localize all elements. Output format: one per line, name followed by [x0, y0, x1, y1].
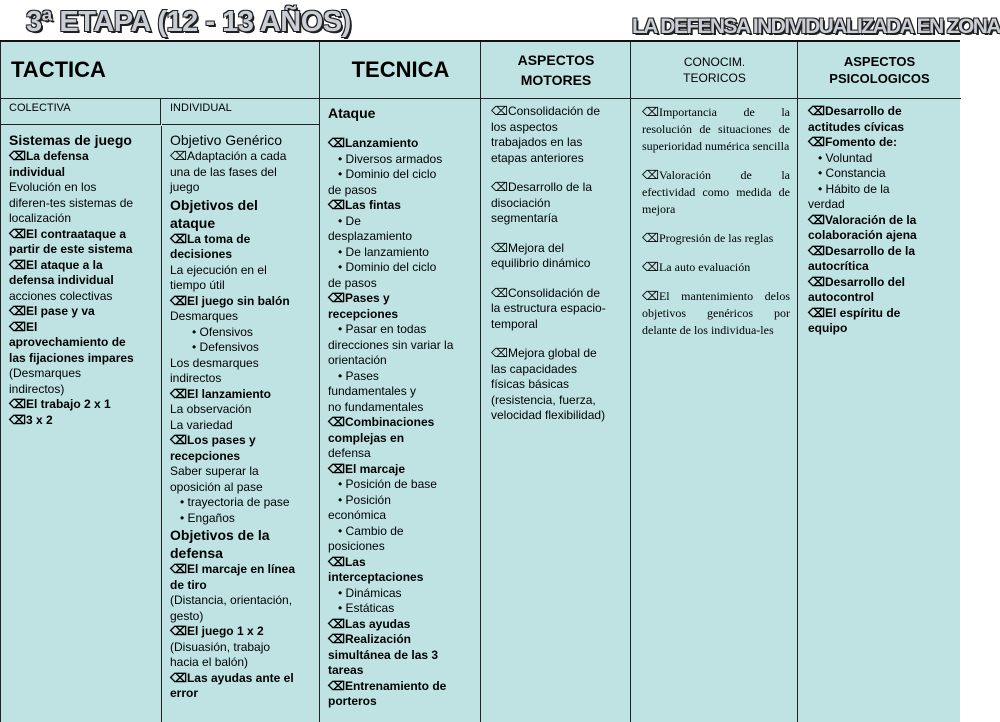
colectiva-line: las fijaciones impares: [9, 350, 134, 365]
individual-line: Los desmarques: [170, 355, 259, 370]
tecnica-line: Ataque: [328, 105, 376, 121]
header-psicologicos: [798, 42, 961, 99]
tecnica-line: direcciones sin variar la: [328, 337, 454, 352]
tecnica-line: • Estáticas: [338, 601, 395, 615]
tecnica-line: posiciones: [328, 539, 385, 553]
individual-line: Objetivo Genérico: [170, 132, 283, 148]
column-tecnica: [319, 42, 481, 722]
colectiva-line: aprovechamiento de: [9, 335, 126, 349]
individual-line: oposición al pase: [170, 479, 263, 494]
colectiva-line: individual: [9, 164, 66, 179]
tecnica-line: • De: [338, 213, 361, 228]
psicologicos-line: ⌫Desarrollo de: [808, 104, 902, 118]
header-motores-line2: MOTORES: [520, 72, 592, 88]
tecnica-line: desplazamiento: [328, 229, 413, 243]
colectiva-line: ⌫La defensa: [9, 149, 89, 163]
header-tecnica-label: TECNICA: [351, 57, 450, 82]
colectiva-line: acciones colectivas: [9, 288, 113, 303]
stage-title: 3ª ETAPA (12 - 13 AÑOS): [26, 6, 351, 38]
column-tactica: [0, 42, 320, 722]
individual-line: defensa: [170, 545, 223, 561]
motores-line: las capacidades: [491, 361, 578, 376]
psicologicos-line: ⌫Desarrollo de la: [808, 243, 916, 258]
individual-line: (Disuasión, trabajo: [170, 639, 271, 654]
individual-line: ⌫El marcaje en línea: [170, 562, 296, 576]
colectiva-line: partir de este sistema: [9, 242, 133, 256]
colectiva-line: Sistemas de juego: [9, 132, 132, 148]
tecnica-line: • Posición: [338, 492, 391, 507]
header-tactica-label: TACTICA: [11, 57, 106, 82]
motores-line: los aspectos: [491, 119, 558, 134]
tecnica-list: [328, 104, 478, 710]
tecnica-line: • Dinámicas: [338, 585, 402, 600]
colectiva-line: Evolución en los: [9, 180, 97, 194]
header-teoricos-line1: CONOCIM.: [683, 55, 746, 69]
tecnica-line: • Cambio de: [338, 523, 404, 538]
individual-line: • trayectoria de pase: [180, 495, 290, 509]
colectiva-list: [9, 131, 159, 428]
tecnica-line: tareas: [328, 663, 364, 677]
motores-line: [491, 166, 627, 180]
tecnica-line: • Diversos armados: [338, 151, 443, 166]
motores-line: la estructura espacio-: [491, 301, 606, 315]
individual-line: juego: [170, 180, 200, 194]
tecnica-line: económica: [328, 508, 387, 522]
motores-line: ⌫Mejora del: [491, 240, 564, 255]
motores-line: ⌫Mejora global de: [491, 346, 597, 360]
teoricos-list: [642, 104, 790, 351]
tecnica-line: • Dominio del ciclo: [338, 260, 437, 274]
tecnica-line: de pasos: [328, 182, 377, 197]
psicologicos-line: ⌫Fomento de:: [808, 135, 897, 149]
teoricos-line: ⌫El mantenimiento delos objetivos genéricos por delante de los individua-les: [642, 289, 790, 337]
motores-line: [491, 272, 627, 286]
psicologicos-line: autocontrol: [808, 290, 874, 304]
motores-line: etapas anteriores: [491, 150, 584, 165]
subheader-individual-label: INDIVIDUAL: [170, 102, 232, 114]
psicologicos-line: equipo: [808, 321, 848, 335]
column-psicologicos: [797, 42, 961, 722]
colectiva-line: ⌫El trabajo 2 x 1: [9, 397, 111, 411]
tecnica-line: • De lanzamiento: [338, 244, 429, 259]
individual-line: ataque: [170, 214, 216, 231]
subheader-colectiva-label: COLECTIVA: [9, 102, 71, 114]
individual-line: tiempo útil: [170, 278, 225, 292]
individual-line: Objetivos de la: [170, 527, 270, 543]
header-teoricos-line2: TEORICOS: [683, 71, 746, 85]
header-tactica: [1, 42, 320, 99]
colectiva-line: ⌫El pase y va: [9, 304, 95, 318]
individual-line: ⌫La toma de: [170, 231, 251, 246]
individual-line: Desmarques: [170, 309, 239, 323]
psicologicos-line: actitudes cívicas: [808, 119, 905, 134]
individual-line: (Distancia, orientación,: [170, 593, 293, 607]
motores-line: (resistencia, fuerza,: [491, 392, 596, 407]
individual-line: La observación: [170, 402, 252, 416]
header-motores: [481, 42, 631, 99]
psicologicos-line: ⌫Desarrollo del: [808, 274, 905, 289]
individual-list: [170, 131, 318, 702]
individual-line: ⌫Los pases y: [170, 433, 256, 447]
individual-line: • Defensivos: [192, 340, 259, 354]
tecnica-line: simultánea de las 3: [328, 647, 439, 662]
colectiva-line: ⌫El contraataque a: [9, 226, 126, 241]
header-psicologicos-line1: ASPECTOS: [843, 54, 916, 69]
tecnica-line: interceptaciones: [328, 570, 424, 584]
header-teoricos: [631, 42, 798, 99]
individual-line: La ejecución en el: [170, 262, 267, 277]
psicologicos-line: autocrítica: [808, 259, 869, 273]
tecnica-line: ⌫Las ayudas: [328, 616, 411, 631]
divider: [161, 126, 162, 722]
colectiva-line: ⌫El ataque a la: [9, 257, 103, 272]
tecnica-line: complejas en: [328, 430, 405, 445]
individual-line: • Ofensivos: [192, 324, 253, 339]
motores-line: equilibrio dinámico: [491, 256, 591, 270]
individual-line: Objetivos del: [170, 196, 258, 213]
tecnica-line: • Pases: [338, 368, 379, 383]
psicologicos-line: • Constancia: [818, 166, 886, 180]
individual-line: ⌫Las ayudas ante el: [170, 670, 294, 685]
tecnica-line: ⌫El marcaje: [328, 461, 406, 476]
individual-line: ⌫El juego 1 x 2: [170, 624, 264, 638]
individual-line: ⌫Adaptación a cada: [170, 149, 287, 163]
motores-list: [491, 104, 627, 424]
colectiva-line: indirectos): [9, 381, 65, 396]
motores-line: físicas básicas: [491, 377, 570, 391]
tecnica-line: ⌫Las: [328, 554, 366, 569]
motores-line: velocidad flexibilidad): [491, 408, 606, 422]
individual-line: Saber superar la: [170, 464, 259, 478]
individual-line: recepciones: [170, 448, 241, 463]
subheader-individual: [162, 99, 320, 125]
psicologicos-list: [808, 104, 958, 337]
tecnica-line: [328, 122, 478, 136]
tecnica-line: • Dominio del ciclo: [338, 167, 437, 181]
individual-line: decisiones: [170, 247, 233, 261]
tecnica-line: ⌫Combinaciones: [328, 415, 435, 429]
individual-line: error: [170, 686, 199, 700]
teoricos-line: ⌫Valoración de la efectividad como medida de mejora: [642, 168, 790, 216]
header-tecnica: [320, 42, 481, 99]
motores-line: segmentaría: [491, 211, 558, 225]
tecnica-line: ⌫Realización: [328, 632, 411, 646]
colectiva-line: diferen-tes sistemas de: [9, 195, 134, 210]
motores-line: [491, 332, 627, 346]
tecnica-line: ⌫Lanzamiento: [328, 136, 419, 150]
psicologicos-line: verdad: [808, 197, 845, 211]
tecnica-line: • Pasar en todas: [338, 322, 427, 336]
colectiva-line: ⌫El: [9, 319, 38, 334]
motores-line: ⌫Consolidación de: [491, 104, 601, 118]
individual-line: indirectos: [170, 371, 222, 385]
teoricos-line: ⌫Progresión de las reglas: [642, 231, 774, 245]
tecnica-line: defensa: [328, 446, 371, 460]
column-teoricos: [630, 42, 798, 722]
motores-line: ⌫Consolidación de: [491, 285, 601, 300]
psicologicos-line: • Voluntad: [818, 150, 873, 165]
individual-line: una de las fases del: [170, 164, 277, 179]
tecnica-line: ⌫Pases y: [328, 291, 390, 305]
individual-line: ⌫El juego sin balón: [170, 293, 290, 308]
tecnica-line: ⌫Entrenamiento de: [328, 678, 447, 693]
colectiva-line: ⌫3 x 2: [9, 412, 53, 427]
tecnica-line: no fundamentales: [328, 399, 424, 414]
psicologicos-line: • Hábito de la: [818, 181, 890, 196]
individual-line: La variedad: [170, 417, 233, 432]
individual-line: hacia el balón): [170, 655, 249, 669]
colectiva-line: localización: [9, 211, 72, 225]
colectiva-line: defensa individual: [9, 273, 114, 287]
individual-line: gesto): [170, 608, 204, 623]
teoricos-line: ⌫La auto evaluación: [642, 260, 751, 274]
psicologicos-line: ⌫Valoración de la: [808, 212, 917, 227]
tecnica-line: ⌫Las fintas: [328, 198, 401, 212]
colectiva-line: (Desmarques: [9, 366, 82, 380]
individual-line: de tiro: [170, 577, 207, 592]
psicologicos-line: ⌫El espíritu de: [808, 305, 901, 320]
motores-line: temporal: [491, 316, 538, 331]
motores-line: ⌫Desarrollo de la: [491, 180, 593, 194]
teoricos-line: ⌫Importancia de la resolución de situaciones de superioridad numérica sencilla: [642, 105, 790, 153]
individual-line: • Engaños: [180, 510, 235, 525]
content-table: [0, 40, 960, 722]
individual-line: ⌫El lanzamiento: [170, 386, 271, 401]
header-psicologicos-line2: PSICOLOGICOS: [829, 71, 930, 86]
tecnica-line: orientación: [328, 353, 387, 367]
tecnica-line: fundamentales y: [328, 384, 417, 398]
header-motores-line1: ASPECTOS: [517, 52, 595, 68]
topic-title: LA DEFENSA INDIVIDUALIZADA EN ZONA: [632, 15, 1000, 38]
psicologicos-line: colaboración ajena: [808, 228, 917, 242]
subheader-colectiva: [1, 99, 161, 125]
tecnica-line: de pasos: [328, 275, 377, 290]
tecnica-line: recepciones: [328, 306, 399, 321]
tecnica-line: porteros: [328, 694, 377, 708]
column-motores: [480, 42, 631, 722]
motores-line: [491, 227, 627, 241]
motores-line: disociación: [491, 195, 551, 210]
motores-line: trabajados en las: [491, 135, 583, 149]
tecnica-line: • Posición de base: [338, 477, 437, 491]
